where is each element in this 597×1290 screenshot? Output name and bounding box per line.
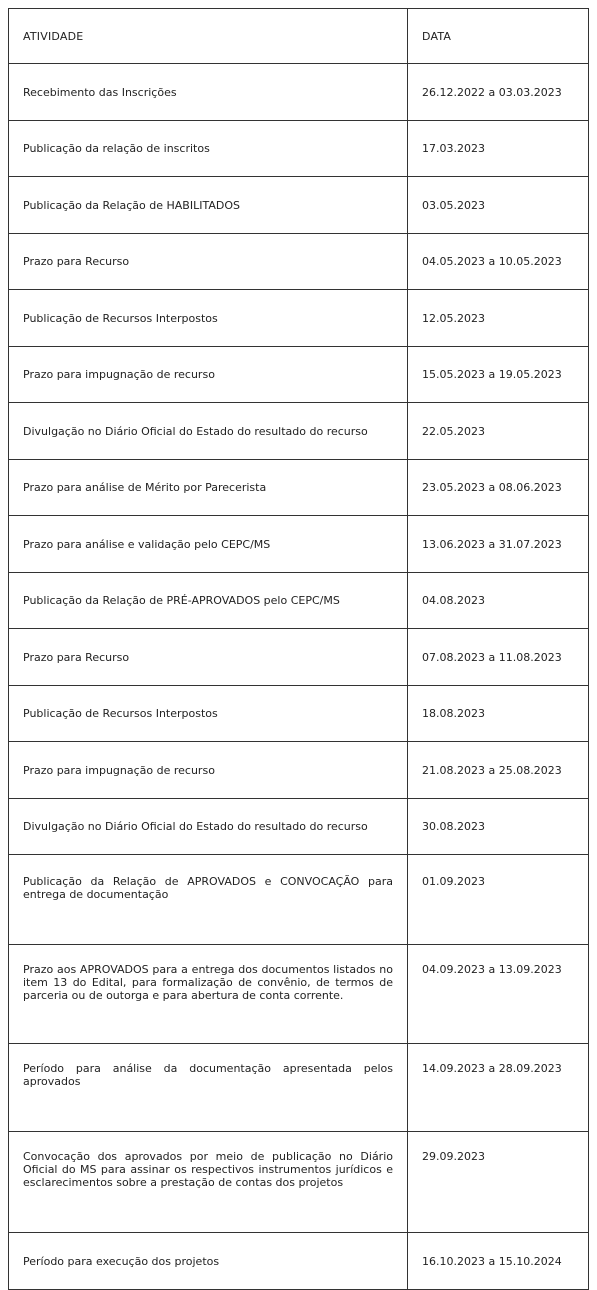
date-cell: 04.05.2023 a 10.05.2023	[408, 234, 589, 290]
table-row	[9, 64, 589, 121]
date-cell: 30.08.2023	[408, 799, 589, 855]
date-cell: 21.08.2023 a 25.08.2023	[408, 742, 589, 799]
table-row	[9, 121, 589, 177]
table-row	[9, 516, 589, 573]
date-cell: 13.06.2023 a 31.07.2023	[408, 516, 589, 573]
table-row	[9, 403, 589, 460]
date-cell: 15.05.2023 a 19.05.2023	[408, 347, 589, 403]
table-row	[9, 742, 589, 799]
table-row	[9, 1233, 589, 1290]
table-row	[9, 629, 589, 686]
table-row	[9, 799, 589, 855]
activity-cell: Prazo para impugnação de recurso	[9, 742, 408, 799]
activity-cell: Prazo para Recurso	[9, 629, 408, 686]
activity-cell: Publicação de Recursos Interpostos	[9, 686, 408, 742]
table-row	[9, 573, 589, 629]
table-row	[9, 1132, 589, 1233]
activity-cell: Divulgação no Diário Oficial do Estado do resultado do recurso	[9, 799, 408, 855]
table-row	[9, 855, 589, 945]
activity-cell: Publicação de Recursos Interpostos	[9, 290, 408, 347]
table-row	[9, 290, 589, 347]
table-row	[9, 945, 589, 1044]
table-row	[9, 1044, 589, 1132]
date-cell: 07.08.2023 a 11.08.2023	[408, 629, 589, 686]
table-row	[9, 234, 589, 290]
date-cell: 17.03.2023	[408, 121, 589, 177]
date-cell: 03.05.2023	[408, 177, 589, 234]
activity-cell: Publicação da Relação de APROVADOS e CONVOCAÇÃO para entrega de documentação	[9, 855, 408, 945]
activity-cell: Publicação da relação de inscritos	[9, 121, 408, 177]
table-row	[9, 460, 589, 516]
activity-cell: Período para execução dos projetos	[9, 1233, 408, 1290]
activity-cell: Recebimento das Inscrições	[9, 64, 408, 121]
activity-cell: Publicação da Relação de HABILITADOS	[9, 177, 408, 234]
activity-cell: Convocação dos aprovados por meio de publicação no Diário Oficial do MS para assinar os respectivos instrumentos jurídicos e esclarecimentos sobre a prestação de contas dos projetos	[9, 1132, 408, 1233]
header-activity: ATIVIDADE	[9, 9, 408, 64]
activity-cell: Divulgação no Diário Oficial do Estado do resultado do recurso	[9, 403, 408, 460]
table-row	[9, 686, 589, 742]
activity-cell: Prazo para impugnação de recurso	[9, 347, 408, 403]
date-cell: 29.09.2023	[408, 1132, 589, 1233]
date-cell: 14.09.2023 a 28.09.2023	[408, 1044, 589, 1132]
date-cell: 04.08.2023	[408, 573, 589, 629]
date-cell: 01.09.2023	[408, 855, 589, 945]
table-row	[9, 347, 589, 403]
date-cell: 04.09.2023 a 13.09.2023	[408, 945, 589, 1044]
activity-cell: Prazo aos APROVADOS para a entrega dos documentos listados no item 13 do Edital, para formalização de convênio, de termos de parceria ou de outorga e para abertura de conta corrente.	[9, 945, 408, 1044]
date-cell: 18.08.2023	[408, 686, 589, 742]
date-cell: 16.10.2023 a 15.10.2024	[408, 1233, 589, 1290]
date-cell: 26.12.2022 a 03.03.2023	[408, 64, 589, 121]
header-date: DATA	[408, 9, 589, 64]
schedule-table	[8, 8, 589, 1290]
date-cell: 23.05.2023 a 08.06.2023	[408, 460, 589, 516]
activity-cell: Prazo para análise de Mérito por Parecerista	[9, 460, 408, 516]
date-cell: 22.05.2023	[408, 403, 589, 460]
table-row	[9, 177, 589, 234]
activity-cell: Período para análise da documentação apresentada pelos aprovados	[9, 1044, 408, 1132]
activity-cell: Prazo para análise e validação pelo CEPC/MS	[9, 516, 408, 573]
table-header-row	[9, 9, 589, 64]
date-cell: 12.05.2023	[408, 290, 589, 347]
activity-cell: Prazo para Recurso	[9, 234, 408, 290]
activity-cell: Publicação da Relação de PRÉ-APROVADOS pelo CEPC/MS	[9, 573, 408, 629]
